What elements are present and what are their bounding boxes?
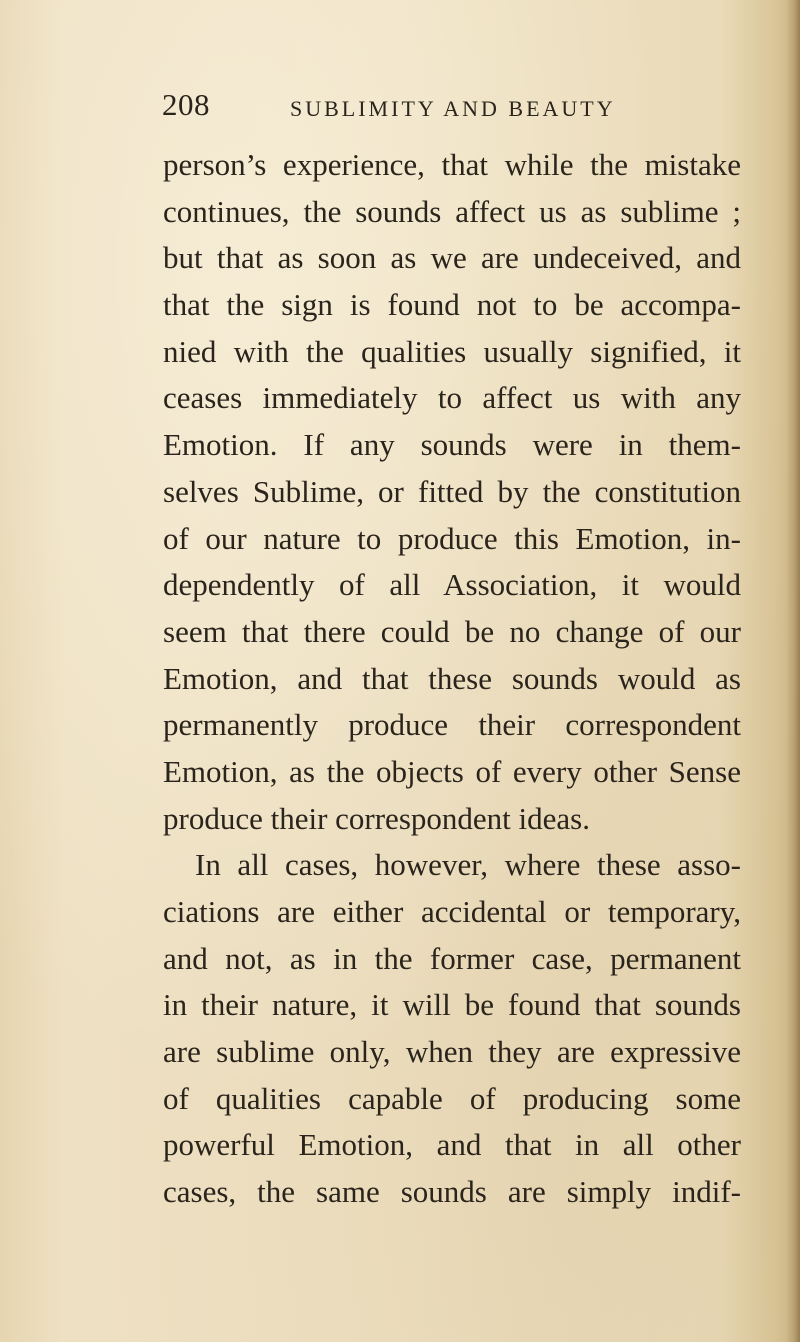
paragraph-end-line: produce their correspondent ideas. xyxy=(163,800,590,836)
text-line: person’s experience, that while the mistake xyxy=(163,147,741,182)
text-line: dependently of all Association, it would xyxy=(163,567,741,603)
text-line: of our nature to produce this Emotion, in- xyxy=(163,520,741,556)
running-head: SUBLIMITY AND BEAUTY xyxy=(290,96,616,121)
page-number: 208 xyxy=(162,87,210,122)
text-line: Emotion, as the objects of every other Sense xyxy=(163,753,741,789)
text-line: ceases immediately to affect us with any xyxy=(163,380,741,416)
text-line: seem that there could be no change of our xyxy=(163,613,741,649)
text-line: that the sign is found not to be accompa- xyxy=(163,287,741,323)
body-text xyxy=(163,142,741,1216)
text-line: Emotion, and that these sounds would as xyxy=(163,660,741,696)
text-line: Emotion. If any sounds were in them- xyxy=(163,427,741,463)
text-line: selves Sublime, or fitted by the constitution xyxy=(163,473,741,509)
text-line: continues, the sounds affect us as sublime ; xyxy=(163,193,741,229)
text-line: and not, as in the former case, permanent xyxy=(163,940,741,976)
text-line: ciations are either accidental or temporary, xyxy=(163,894,741,929)
text-line: in their nature, it will be found that sounds xyxy=(163,987,741,1023)
text-line: but that as soon as we are undeceived, and xyxy=(163,240,741,276)
text-line: powerful Emotion, and that in all other xyxy=(163,1127,741,1163)
text-line: are sublime only, when they are expressive xyxy=(163,1034,741,1070)
paragraph-start-line: In all cases, however, where these asso- xyxy=(195,847,741,883)
page-edge-shadow xyxy=(786,0,800,1342)
text-line: permanently produce their correspondent xyxy=(163,707,741,743)
text-line: of qualities capable of producing some xyxy=(163,1080,741,1116)
page-header xyxy=(162,88,722,128)
text-line: nied with the qualities usually signified, it xyxy=(163,333,741,369)
text-line: cases, the same sounds are simply indif- xyxy=(163,1174,741,1210)
